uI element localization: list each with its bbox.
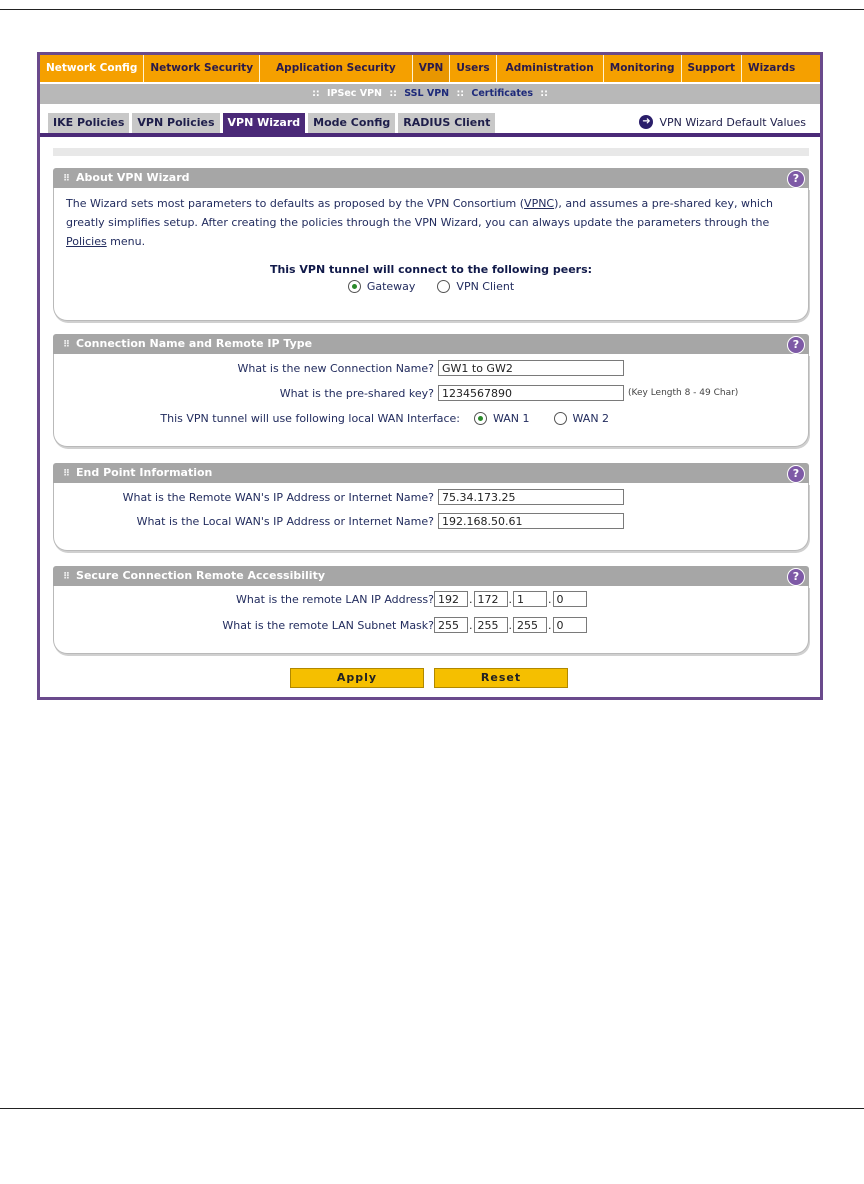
tab-mode-config[interactable]: Mode Config bbox=[308, 113, 395, 133]
subnet-mask-row bbox=[54, 617, 587, 633]
grip-icon: ⠿ bbox=[63, 174, 71, 184]
section-header bbox=[53, 334, 809, 354]
screenshot-frame bbox=[37, 52, 823, 700]
tab-ike-policies[interactable]: IKE Policies bbox=[48, 113, 129, 133]
connection-name-row bbox=[54, 360, 624, 376]
policies-link[interactable]: Policies bbox=[66, 235, 107, 248]
remote-wan-row bbox=[54, 489, 624, 505]
subnet-mask-octet-2[interactable] bbox=[474, 617, 508, 633]
about-text-part: menu. bbox=[106, 235, 146, 248]
connection-section bbox=[53, 334, 809, 447]
subnav-separator: :: bbox=[389, 88, 397, 99]
preshared-key-row bbox=[54, 385, 738, 401]
nav-network-config[interactable]: Network Config bbox=[40, 55, 144, 82]
subnet-mask-octet-4[interactable] bbox=[553, 617, 587, 633]
wan-interface-row bbox=[54, 412, 609, 425]
dot-separator: . bbox=[548, 618, 552, 632]
tab-underline bbox=[40, 133, 820, 137]
subnet-mask-label: What is the remote LAN Subnet Mask? bbox=[222, 618, 434, 632]
subnav-ipsec-vpn[interactable]: IPSec VPN bbox=[327, 88, 382, 99]
app-window bbox=[40, 55, 820, 697]
about-text-part: ), and assumes a pre-shared key, which greatly simplifies setup. After creating the policies through the VPN Wizard, you can always update the parameters through the bbox=[66, 197, 773, 229]
remote-wan-label: What is the Remote WAN's IP Address or Internet Name? bbox=[122, 490, 434, 504]
wan-interface-label: This VPN tunnel will use following local WAN Interface: bbox=[160, 412, 460, 425]
remote-wan-input[interactable] bbox=[438, 489, 624, 505]
lan-ip-label: What is the remote LAN IP Address? bbox=[236, 592, 434, 606]
nav-monitoring[interactable]: Monitoring bbox=[604, 55, 682, 82]
section-title: About VPN Wizard bbox=[76, 171, 190, 184]
section-title: Secure Connection Remote Accessibility bbox=[76, 569, 325, 582]
help-icon[interactable]: ? bbox=[787, 568, 805, 586]
section-header bbox=[53, 566, 809, 586]
apply-button[interactable]: Apply bbox=[290, 668, 424, 688]
nav-users[interactable]: Users bbox=[450, 55, 496, 82]
radio-button-selected[interactable] bbox=[348, 280, 361, 293]
local-wan-input[interactable] bbox=[438, 513, 624, 529]
grip-icon: ⠿ bbox=[63, 572, 71, 582]
about-description bbox=[54, 188, 808, 251]
wan1-option[interactable] bbox=[474, 412, 530, 425]
wan2-option[interactable] bbox=[554, 412, 610, 425]
radio-button[interactable] bbox=[554, 412, 567, 425]
preshared-key-label: What is the pre-shared key? bbox=[279, 386, 434, 400]
peers-label: This VPN tunnel will connect to the following peers: bbox=[269, 263, 593, 276]
tab-bar bbox=[48, 113, 498, 133]
status-bar bbox=[53, 148, 809, 156]
peer-gateway-label: Gateway bbox=[366, 280, 416, 293]
lan-ip-octet-3[interactable] bbox=[513, 591, 547, 607]
arrow-right-icon: ➜ bbox=[639, 115, 653, 129]
connection-name-input[interactable] bbox=[438, 360, 624, 376]
reset-button[interactable]: Reset bbox=[434, 668, 568, 688]
preshared-key-input[interactable] bbox=[438, 385, 624, 401]
section-title: End Point Information bbox=[76, 466, 213, 479]
section-title: Connection Name and Remote IP Type bbox=[76, 337, 313, 350]
tab-radius-client[interactable]: RADIUS Client bbox=[398, 113, 495, 133]
nav-administration[interactable]: Administration bbox=[497, 55, 604, 82]
peer-vpn-client-option[interactable] bbox=[437, 280, 514, 293]
subnet-mask-octet-1[interactable] bbox=[434, 617, 468, 633]
connection-name-label: What is the new Connection Name? bbox=[237, 361, 434, 375]
dot-separator: . bbox=[548, 592, 552, 606]
peer-client-label: VPN Client bbox=[456, 280, 515, 293]
subnav-ssl-vpn[interactable]: SSL VPN bbox=[404, 88, 450, 99]
subnav-separator: :: bbox=[312, 88, 320, 99]
lan-ip-octet-2[interactable] bbox=[474, 591, 508, 607]
local-wan-row bbox=[54, 513, 624, 529]
subnav-certificates[interactable]: Certificates bbox=[471, 88, 533, 99]
section-body bbox=[53, 483, 809, 551]
lan-ip-row bbox=[54, 591, 587, 607]
lan-ip-octet-4[interactable] bbox=[553, 591, 587, 607]
dot-separator: . bbox=[508, 618, 512, 632]
dot-separator: . bbox=[469, 618, 473, 632]
endpoint-section bbox=[53, 463, 809, 551]
vpnc-link[interactable]: VPNC bbox=[524, 197, 555, 210]
subnet-mask-octet-3[interactable] bbox=[513, 617, 547, 633]
peers-radio-group bbox=[54, 280, 808, 293]
section-header bbox=[53, 463, 809, 483]
sub-navigation bbox=[40, 84, 820, 104]
nav-wizards[interactable]: Wizards bbox=[747, 62, 796, 74]
nav-application-security[interactable]: Application Security bbox=[260, 55, 413, 82]
grip-icon: ⠿ bbox=[63, 340, 71, 350]
help-icon[interactable]: ? bbox=[787, 336, 805, 354]
top-rule bbox=[0, 9, 864, 10]
section-body bbox=[53, 354, 809, 447]
help-icon[interactable]: ? bbox=[787, 170, 805, 188]
section-header bbox=[53, 168, 809, 188]
radio-button[interactable] bbox=[437, 280, 450, 293]
peer-gateway-option[interactable] bbox=[348, 280, 416, 293]
dot-separator: . bbox=[469, 592, 473, 606]
bottom-rule bbox=[0, 1108, 864, 1109]
nav-vpn[interactable]: VPN bbox=[413, 55, 451, 82]
dot-separator: . bbox=[508, 592, 512, 606]
nav-network-security[interactable]: Network Security bbox=[144, 55, 260, 82]
key-length-hint: (Key Length 8 - 49 Char) bbox=[628, 388, 739, 398]
section-body bbox=[53, 188, 809, 321]
subnav-separator: :: bbox=[540, 88, 548, 99]
subnav-separator: :: bbox=[456, 88, 465, 99]
nav-support[interactable]: Support bbox=[682, 55, 742, 82]
tab-vpn-policies[interactable]: VPN Policies bbox=[132, 113, 219, 133]
lan-ip-octet-1[interactable] bbox=[434, 591, 468, 607]
defaults-link-label: VPN Wizard Default Values bbox=[659, 115, 806, 129]
top-navigation bbox=[40, 55, 820, 82]
vpn-wizard-defaults-link[interactable] bbox=[639, 115, 806, 129]
local-wan-label: What is the Local WAN's IP Address or Internet Name? bbox=[136, 514, 434, 528]
secure-section bbox=[53, 566, 809, 654]
tab-vpn-wizard[interactable]: VPN Wizard bbox=[223, 113, 306, 133]
grip-icon: ⠿ bbox=[63, 469, 71, 479]
about-section bbox=[53, 168, 809, 321]
help-icon[interactable]: ? bbox=[787, 465, 805, 483]
about-text-part: The Wizard sets most parameters to defaults as proposed by the VPN Consortium ( bbox=[66, 197, 525, 210]
section-body bbox=[53, 586, 809, 654]
wan1-label: WAN 1 bbox=[493, 412, 530, 425]
wan2-label: WAN 2 bbox=[572, 412, 610, 425]
radio-button-selected[interactable] bbox=[474, 412, 487, 425]
